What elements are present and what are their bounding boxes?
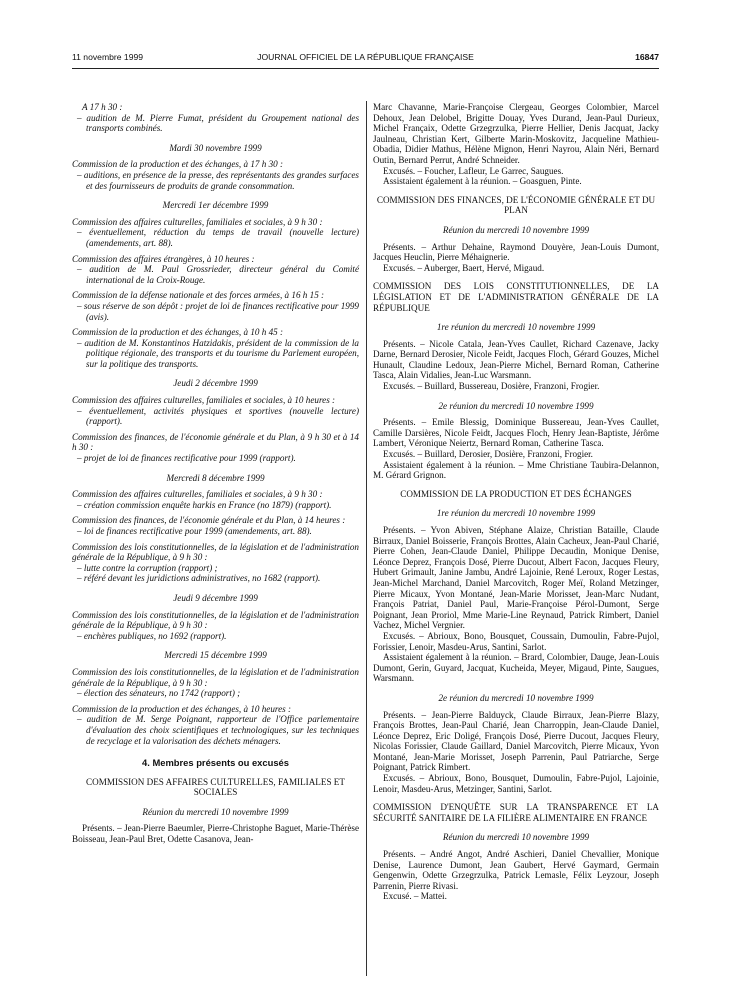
agenda-item: – enchères publiques, no 1692 (rapport).	[77, 630, 227, 641]
agenda-item: – audition de M. Konstantinos Hatzidakis, président de la commission de la politique régionale, des transports et du tourisme du Parlement européen, sur la politique des transports.	[77, 337, 359, 369]
date-heading: Réunion du mercredi 10 novembre 1999	[442, 832, 590, 843]
paragraph: Présents. – Nicole Catala, Jean-Yves Caullet, Richard Cazenave, Jacky Darne, Bernard Derosier, Nicole Feidt, Jacques Floch, Gérard Gouzes, Michel Hunault, Claudine Ledoux, Jean-Pierre Michel, Bernard Roman, Catherine Tasca, Alain Vidalies, Jean-Luc Warsmann.	[373, 338, 659, 381]
commission-heading: COMMISSION DES LOIS CONSTITUTIONNELLES, DE LA LÉGISLATION ET DE L'ADMINISTRATION GÉNÉRALE DE LA RÉPUBLIQUE	[373, 281, 659, 313]
commission-line: Commission des affaires culturelles, familiales et sociales, à 9 h 30 :	[72, 489, 323, 500]
date-heading: Mercredi 15 décembre 1999	[164, 650, 267, 661]
header-rule	[72, 68, 659, 69]
date-heading: Jeudi 2 décembre 1999	[173, 378, 258, 389]
commission-line: Commission des affaires culturelles, familiales et sociales, à 9 h 30 :	[72, 216, 323, 227]
date-heading: Mardi 30 novembre 1999	[169, 142, 262, 153]
paragraph: Présents. – Jean-Pierre Balduyck, Claude Birraux, Jean-Pierre Blazy, François Brottes, Jean-Paul Charié, Jean Charroppin, Jean-Claude Daniel, Léonce Deprez, Eric Doligé, François Dosé, Pierre Ducout, Jacques Fleury, Nicolas Forissier, Claude Gaillard, Daniel Marcovitch, Pierre Micaux, Yvon Montané, Jean-Marie Morisset, Joseph Parrenin, Paul Patriarche, Serge Poignant, Patrick Rimbert.	[373, 709, 659, 773]
commission-heading: COMMISSION D'ENQUÊTE SUR LA TRANSPARENCE ET LA SÉCURITÉ SANITAIRE DE LA FILIÈRE ALIMENTAIRE EN FRANCE	[373, 802, 659, 823]
date-heading: 2e réunion du mercredi 10 novembre 1999	[438, 692, 594, 703]
commission-line: Commission des affaires culturelles, familiales et sociales, à 10 heures :	[72, 395, 336, 406]
commission-line: Commission de la production et des échanges, à 10 heures :	[72, 703, 292, 714]
agenda-item: – loi de finances rectificative pour 1999 (amendements, art. 88).	[77, 526, 312, 536]
agenda-item: – élection des sénateurs, no 1742 (rapport) ;	[77, 688, 241, 699]
agenda-item: – audition de M. Serge Poignant, rapporteur de l'Office parlementaire d'évaluation des choix scientifiques et technologiques, sur les techniques de recyclage et la valorisation des déchets ménagers.	[77, 714, 359, 746]
date-heading: Mercredi 8 décembre 1999	[166, 472, 265, 483]
paragraph: Excusés. – Abrioux, Bono, Bousquet, Dumoulin, Fabre-Pujol, Lajoinie, Lenoir, Masdeu-Arus, Metzinger, Santini, Sarlot.	[373, 773, 659, 794]
section-heading: 4. Membres présents ou excusés	[142, 757, 289, 769]
header-journal-title: JOURNAL OFFICIEL DE LA RÉPUBLIQUE FRANÇAISE	[257, 52, 474, 62]
paragraph: Excusés. – Abrioux, Bono, Bousquet, Coussain, Dumoulin, Fabre-Pujol, Forissier, Lenoir, Masdeu-Arus, Santini, Sarlot.	[373, 630, 659, 652]
commission-line: Commission de la défense nationale et des forces armées, à 16 h 15 :	[72, 290, 325, 301]
agenda-item: – référé devant les juridictions administratives, no 1682 (rapport).	[77, 573, 321, 584]
commission-line: Commission de la production et des échanges, à 10 h 45 :	[72, 327, 284, 338]
paragraph: Présents. – Arthur Dehaine, Raymond Douyère, Jean-Louis Dumont, Jacques Heuclin, Pierre Méhaignerie.	[373, 241, 659, 263]
agenda-item: – audition de M. Pierre Fumat, président du Groupement national des transports combinés.	[77, 112, 359, 134]
left-column	[72, 102, 359, 845]
paragraph: Marc Chavanne, Marie-Françoise Clergeau, Georges Colombier, Marcel Dehoux, Jean Delobel, Brigitte Douay, Yves Durand, Jean-Paul Durieux, Michel Françaix, Odette Grzegrzulka, Pierre Hellier, Denis Jacquat, Jacky Jaulneau, Christian Kert, Gilberte Marin-Moskovitz, Jacqueline Mathieu-Obadia, Didier Mathus, Hélène Mignon, Henri Nayrou, Alain Néri, Bernard Outin, Bernard Perrut, André Schneider.	[373, 102, 659, 165]
agenda-item: – sous réserve de son dépôt : projet de loi de finances rectificative pour 1999 (avis).	[77, 300, 359, 322]
header-page-number: 16847	[635, 52, 659, 62]
date-heading: Réunion du mercredi 10 novembre 1999	[142, 806, 289, 817]
date-heading: Jeudi 9 décembre 1999	[173, 592, 258, 603]
date-heading: 2e réunion du mercredi 10 novembre 1999	[438, 400, 594, 411]
date-heading: 1re réunion du mercredi 10 novembre 1999	[436, 322, 596, 333]
commission-heading: COMMISSION DES FINANCES, DE L'ÉCONOMIE GÉNÉRALE ET DU PLAN	[376, 194, 656, 216]
commission-line: Commission de la production et des échanges, à 17 h 30 :	[72, 159, 284, 170]
agenda-item: – création commission enquête harkis en France (no 1879) (rapport).	[77, 499, 332, 510]
paragraph: Présents. – Jean-Pierre Baeumler, Pierre-Christophe Baguet, Marie-Thérèse Boisseau, Jean-Paul Bret, Odette Casanova, Jean-	[72, 823, 359, 845]
paragraph: Excusés. – Foucher, Lafleur, Le Garrec, Saugues.	[383, 165, 564, 176]
paragraph: Excusés. – Buillard, Bussereau, Dosière, Franzoni, Frogier.	[383, 381, 600, 392]
paragraph: Assistaient également à la réunion. – Brard, Colombier, Dauge, Jean-Louis Dumont, Gerin, Guyard, Jacquat, Kucheida, Meyer, Migaud, Pinte, Saugues, Warsmann.	[373, 652, 659, 684]
agenda-item: – lutte contre la corruption (rapport) ;	[77, 562, 218, 573]
commission-line: Commission des lois constitutionnelles, de la législation et de l'administration générale de la République, à 9 h 30 :	[72, 541, 359, 563]
paragraph: Présents. – André Angot, André Aschieri, Daniel Chevallier, Monique Denise, Laurence Dumont, Jean Gaubert, Hervé Gaymard, Germain Gengenwin, Odette Grzegrzulka, Patrick Lemasle, Félix Leyzour, Joseph Parrenin, Pierre Rivasi.	[373, 849, 659, 891]
agenda-item: – auditions, en présence de la presse, des représentants des grandes surfaces et des fournisseurs de produits de grande consommation.	[77, 169, 359, 191]
paragraph: Présents. – Yvon Abiven, Stéphane Alaize, Christian Bataille, Claude Birraux, Daniel Boisserie, François Brottes, Alain Cacheux, Jean-Paul Charié, Pierre Cohen, Jean-Claude Daniel, Philippe Decaudin, Monique Denise, Léonce Deprez, François Dosé, Pierre Ducout, Albert Facon, Jacques Fleury, Hubert Grimault, Janine Jambu, André Lajoinie, René Leroux, Roger Lestas, Jean-Michel Marchand, Daniel Marcovitch, Roger Meï, Roland Metzinger, Pierre Micaux, Yvon Montané, Jean-Marie Morisset, Jean-Marc Nudant, François Patriat, Daniel Paul, Marie-Françoise Pérol-Dumont, Serge Poignant, Jean Proriol, Mme Marie-Line Reynaud, Patrick Rimbert, Daniel Vachez, Michel Vergnier.	[373, 525, 659, 631]
paragraph: Assistaient également à la réunion. – Mme Christiane Taubira-Delannon, M. Gérard Grignon.	[373, 459, 659, 481]
paragraph: Assistaient également à la réunion. – Goasguen, Pinte.	[383, 176, 582, 187]
commission-heading: COMMISSION DES AFFAIRES CULTURELLES, FAMILIALES ET SOCIALES	[86, 776, 345, 798]
agenda-item: – audition de M. Paul Grossrieder, directeur général du Comité international de la Croix-Rouge.	[77, 264, 359, 285]
running-header	[72, 52, 659, 66]
paragraph: Excusés. – Auberger, Baert, Hervé, Migaud.	[383, 262, 545, 273]
right-column	[373, 102, 659, 902]
date-heading: 1re réunion du mercredi 10 novembre 1999	[436, 508, 596, 519]
header-date: 11 novembre 1999	[72, 52, 144, 62]
agenda-item: – éventuellement, réduction du temps de travail (nouvelle lecture) (amendements, art. 88).	[77, 227, 359, 248]
paragraph: Excusé. – Mattei.	[383, 891, 447, 902]
paragraph: Présents. – Emile Blessig, Dominique Bussereau, Jean-Yves Caullet, Camille Darsières, Nicole Feidt, Jacques Floch, Henry Jean-Baptiste, Jérôme Lambert, Véronique Neiertz, Bernard Roman, Catherine Tasca.	[373, 417, 659, 449]
commission-line: Commission des lois constitutionnelles, de la législation et de l'administration générale de la République, à 9 h 30 :	[72, 666, 359, 688]
paragraph: Excusés. – Buillard, Derosier, Dosière, Franzoni, Frogier.	[383, 449, 593, 460]
commission-heading: COMMISSION DE LA PRODUCTION ET DES ÉCHANGES	[400, 488, 632, 499]
date-heading: Réunion du mercredi 10 novembre 1999	[442, 224, 590, 235]
agenda-item: – projet de loi de finances rectificative pour 1999 (rapport).	[77, 453, 296, 464]
commission-line: Commission des finances, de l'économie générale et du Plan, à 9 h 30 et à 14 h 30 :	[72, 431, 359, 453]
commission-line: Commission des affaires étrangères, à 10 heures :	[72, 253, 255, 264]
date-heading: Mercredi 1er décembre 1999	[162, 200, 269, 211]
time-slot: A 17 h 30 :	[82, 102, 123, 112]
agenda-item: – éventuellement, activités physiques et sportives (nouvelle lecture) (rapport).	[77, 405, 359, 427]
column-divider	[366, 101, 367, 976]
commission-line: Commission des finances, de l'économie générale et du Plan, à 14 heures :	[72, 515, 346, 526]
commission-line: Commission des lois constitutionnelles, de la législation et de l'administration générale de la République, à 9 h 30 :	[72, 609, 359, 631]
